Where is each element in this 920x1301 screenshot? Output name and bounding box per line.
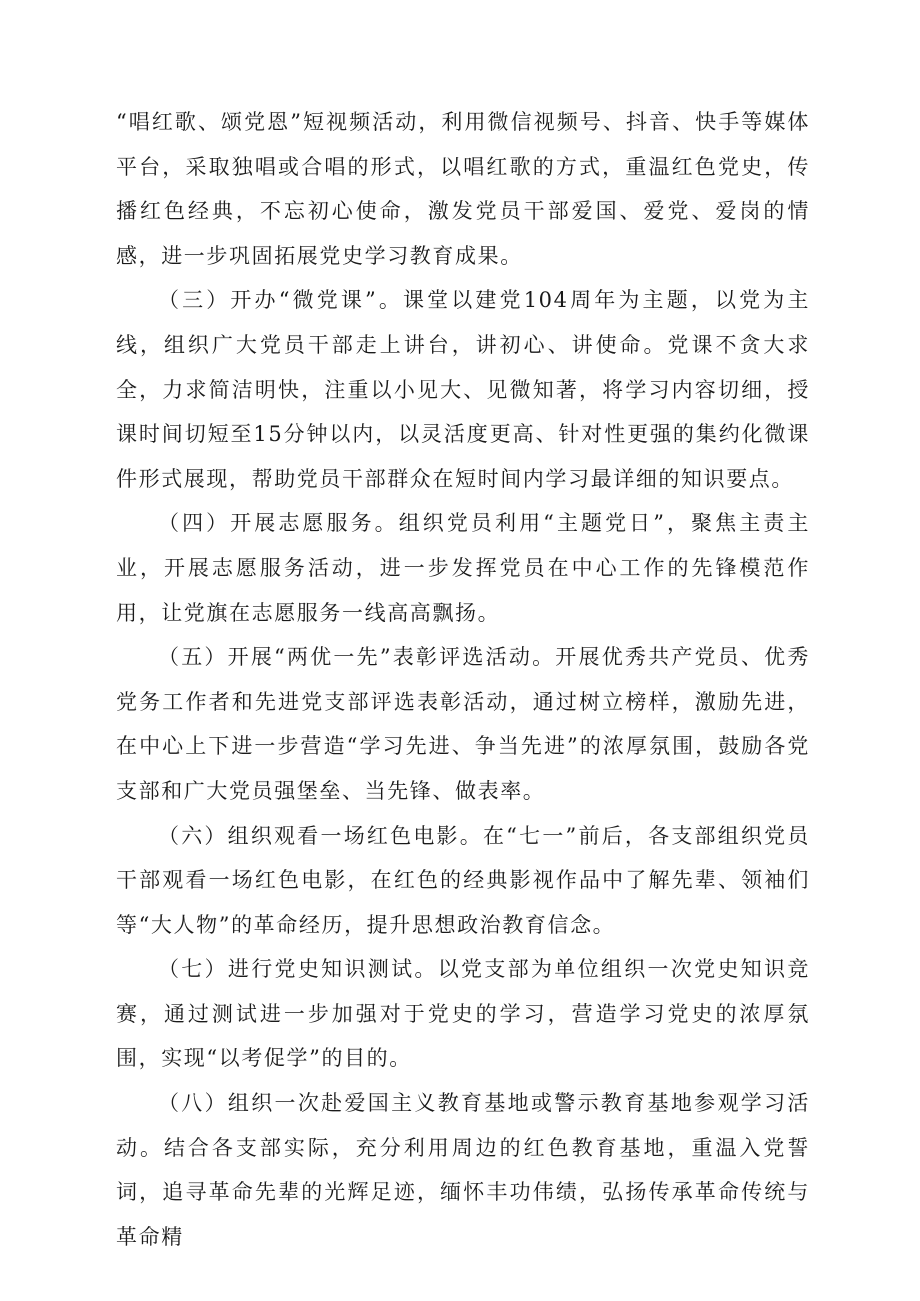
paragraph-education-base-visit: （八）组织一次赴爱国主义教育基地或警示教育基地参观学习活动。结合各支部实际，充分利用周边的红色教育基地，重温入党誓词，追寻革命先辈的光辉足迹，缅怀丰功伟绩，弘扬传承革命传统与革命精 (116, 1091, 810, 1249)
paragraph-knowledge-test: （七）进行党史知识测试。以党支部为单位组织一次党史知识竞赛，通过测试进一步加强对于党史的学习，营造学习党史的浓厚氛围，实现“以考促学”的目的。 (116, 957, 810, 1071)
paragraph-volunteer-service: （四）开展志愿服务。组织党员利用“主题党日”，聚焦主责主业，开展志愿服务活动，进一步发挥党员在中心工作的先锋模范作用，让党旗在志愿服务一线高高飘扬。 (116, 511, 810, 625)
paragraph-continuation: “唱红歌、颂党恩”短视频活动，利用微信视频号、抖音、快手等媒体平台，采取独唱或合唱的形式，以唱红歌的方式，重温红色党史，传播红色经典，不忘初心使命，激发党员干部爱国、爱党、爱岗的情感，进一步巩固拓展党史学习教育成果。 (116, 110, 810, 268)
document-body (116, 100, 810, 1259)
paragraph-commendation: （五）开展“两优一先”表彰评选活动。开展优秀共产党员、优秀党务工作者和先进党支部评选表彰活动，通过树立榜样，激励先进，在中心上下进一步营造“学习先进、争当先进”的浓厚氛围，鼓励各党支部和广大党员强堡垒、当先锋、做表率。 (116, 645, 810, 803)
paragraph-red-film: （六）组织观看一场红色电影。在“七一”前后，各支部组织党员干部观看一场红色电影，在红色的经典影视作品中了解先辈、领袖们等“大人物”的革命经历，提升思想政治教育信念。 (116, 823, 810, 937)
paragraph-micro-party-class: （三）开办“微党课”。课堂以建党104周年为主题，以党为主线，组织广大党员干部走上讲台，讲初心、讲使命。党课不贪大求全，力求简洁明快，注重以小见大、见微知著，将学习内容切细，授课时间切短至15分钟以内，以灵活度更高、针对性更强的集约化微课件形式展现，帮助党员干部群众在短时间内学习最详细的知识要点。 (116, 288, 810, 491)
